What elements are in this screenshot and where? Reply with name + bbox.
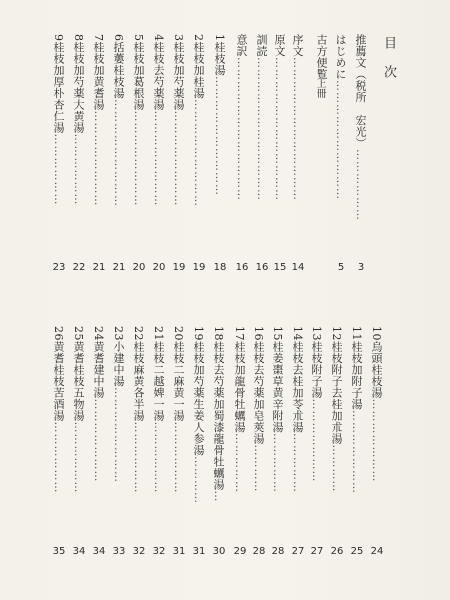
toc-upper-leader-dots: ……………… bbox=[354, 149, 367, 221]
toc-lower-entry bbox=[53, 326, 64, 534]
toc-lower-leader-dots: ……………… bbox=[132, 421, 145, 494]
toc-lower-entry bbox=[133, 326, 144, 534]
toc-lower-entry-label: 21桂枝二越婢一湯 bbox=[152, 326, 165, 422]
toc-lower-leader-dots: ………………… bbox=[92, 398, 105, 483]
toc-lower-entry-label: 22桂枝麻黄各半湯 bbox=[132, 326, 145, 422]
toc-lower-entry bbox=[93, 326, 104, 534]
toc-upper-leader-dots: …………………… bbox=[92, 110, 105, 207]
toc-lower-page-number: 33 bbox=[112, 546, 126, 557]
toc-lower-leader-dots: ………… bbox=[330, 444, 343, 493]
toc-upper-entry-label: 推薦文（税所 宏光） bbox=[354, 34, 367, 149]
toc-lower-leader-dots: ………… bbox=[192, 456, 205, 504]
toc-upper-page-number: 16 bbox=[255, 262, 269, 273]
toc-upper-entry bbox=[236, 34, 247, 252]
toc-lower-leader-dots: …………… bbox=[233, 433, 246, 493]
toc-lower-leader-dots: ………… bbox=[252, 444, 265, 493]
toc-lower-leader-dots: ……………… bbox=[152, 421, 165, 494]
toc-lower-page-number: 29 bbox=[233, 546, 247, 557]
toc-lower-page-number: 27 bbox=[291, 546, 305, 557]
toc-lower-page-number: 32 bbox=[132, 546, 146, 557]
toc-title: 目 次 bbox=[381, 36, 396, 85]
toc-lower-page-number: 32 bbox=[152, 546, 166, 557]
toc-upper-entry bbox=[153, 34, 164, 252]
toc-lower-leader-dots: …………… bbox=[291, 433, 304, 493]
volume-label: 上冊 bbox=[314, 78, 325, 98]
toc-lower-page-number: 25 bbox=[350, 546, 364, 557]
toc-lower-page-number: 26 bbox=[330, 546, 344, 557]
toc-upper-entry bbox=[316, 34, 327, 252]
toc-lower-entry bbox=[153, 326, 164, 534]
toc-lower-entry-label: 25黄耆桂枝五物湯 bbox=[72, 326, 85, 422]
toc-upper-page-number: 3 bbox=[357, 262, 365, 273]
toc-upper-leader-dots: …………………… bbox=[152, 110, 165, 207]
toc-upper-entry-label: 序文 bbox=[291, 34, 304, 57]
toc-lower-entry bbox=[371, 326, 382, 534]
toc-lower-page-number: 30 bbox=[212, 546, 226, 557]
toc-lower-leader-dots: ……………… bbox=[72, 421, 85, 494]
toc-lower-entry-label: 23小建中湯 bbox=[112, 326, 125, 387]
toc-lower-leader-dots: ………………… bbox=[350, 410, 363, 494]
toc-upper-page-number: 21 bbox=[112, 262, 126, 273]
toc-lower-entry bbox=[311, 326, 322, 534]
toc-lower-leader-dots: ………………… bbox=[370, 398, 383, 483]
toc-lower-entry bbox=[213, 326, 224, 534]
toc-lower-leader-dots: …………………… bbox=[112, 387, 125, 483]
toc-upper-leader-dots: ……………………………… bbox=[273, 57, 286, 201]
toc-upper-page-number: 22 bbox=[72, 262, 86, 273]
toc-lower-entry-label: 10烏頭桂枝湯 bbox=[370, 326, 383, 399]
toc-upper-entry bbox=[173, 34, 184, 252]
toc-upper-page-number: 16 bbox=[235, 262, 249, 273]
toc-upper-leader-dots: …………………… bbox=[172, 110, 185, 207]
toc-upper-leader-dots: ………………………… bbox=[334, 80, 347, 200]
toc-lower-leader-dots: … bbox=[212, 490, 225, 503]
toc-upper-leader-dots: ………………………… bbox=[213, 76, 226, 196]
toc-upper-page-number: 20 bbox=[152, 262, 166, 273]
toc-upper-entry bbox=[133, 34, 144, 252]
toc-upper-leader-dots: …………………… bbox=[132, 110, 145, 207]
toc-upper-entry bbox=[355, 34, 366, 252]
toc-lower-entry bbox=[73, 326, 84, 534]
toc-upper-entry-label: 7桂枝加黄耆湯 bbox=[92, 34, 105, 111]
toc-lower-page-number: 35 bbox=[52, 546, 66, 557]
toc-upper-entry-label: 古方便覧 bbox=[315, 34, 328, 80]
toc-upper-page-number: 19 bbox=[192, 262, 206, 273]
toc-upper-page-number: 20 bbox=[132, 262, 146, 273]
toc-lower-entry bbox=[173, 326, 184, 534]
toc-upper-page-number: 15 bbox=[273, 262, 287, 273]
toc-lower-entry-label: 17桂枝加龍骨牡蠣湯 bbox=[233, 326, 246, 433]
toc-upper-page-number: 23 bbox=[52, 262, 66, 273]
toc-upper-page-number: 19 bbox=[172, 262, 186, 273]
toc-lower-entry-label: 11桂枝加附子湯 bbox=[350, 326, 363, 410]
toc-lower-entry bbox=[272, 326, 283, 534]
toc-upper-entry-label: 訓読 bbox=[255, 34, 268, 57]
toc-upper-leader-dots: ……………………………… bbox=[235, 57, 248, 201]
toc-lower-entry-label: 13桂枝附子湯 bbox=[310, 326, 323, 399]
toc-upper-leader-dots: ……………………… bbox=[192, 99, 205, 207]
toc-upper-entry-label: 1桂枝湯 bbox=[213, 34, 226, 76]
toc-upper-leader-dots: ……………… bbox=[52, 133, 65, 206]
toc-lower-leader-dots: …………… bbox=[271, 433, 284, 493]
toc-upper-leader-dots: ……………… bbox=[72, 133, 85, 206]
toc-upper-entry-label: 8桂枝加芍薬大黄湯 bbox=[72, 34, 85, 134]
toc-lower-entry-label: 26黄耆桂枝苦酒湯 bbox=[52, 326, 65, 422]
toc-lower-entry-label: 18桂枝去芍薬加蜀漆龍骨牡蠣湯 bbox=[212, 326, 225, 491]
toc-lower-entry bbox=[292, 326, 303, 534]
toc-lower-entry-label: 15桂姜棗草黄辛附湯 bbox=[271, 326, 284, 433]
toc-upper-entry bbox=[214, 34, 225, 252]
toc-lower-page-number: 28 bbox=[271, 546, 285, 557]
toc-upper-entry bbox=[274, 34, 285, 252]
toc-lower-entry bbox=[253, 326, 264, 534]
toc-upper-page-number: 18 bbox=[213, 262, 227, 273]
toc-lower-page-number: 27 bbox=[310, 546, 324, 557]
toc-upper-entry-label: 9桂枝加厚朴杏仁湯 bbox=[52, 34, 65, 134]
toc-upper-page-number: 14 bbox=[291, 262, 305, 273]
toc-lower-leader-dots: ………………… bbox=[310, 398, 323, 483]
toc-upper-entry bbox=[73, 34, 84, 252]
toc-lower-entry bbox=[351, 326, 362, 534]
toc-lower-page-number: 34 bbox=[72, 546, 86, 557]
toc-lower-entry-label: 12桂枝附子去桂加朮湯 bbox=[330, 326, 343, 445]
toc-upper-leader-dots: ……………………………… bbox=[255, 57, 268, 201]
toc-upper-entry bbox=[292, 34, 303, 252]
toc-upper-page-number: 21 bbox=[92, 262, 106, 273]
toc-upper-entry-label: 2桂枝加桂湯 bbox=[192, 34, 205, 99]
toc-upper-entry bbox=[113, 34, 124, 252]
toc-upper-entry-label: 5桂枝加葛根湯 bbox=[132, 34, 145, 111]
toc-upper-entry bbox=[53, 34, 64, 252]
toc-lower-entry bbox=[113, 326, 124, 534]
toc-lower-page-number: 34 bbox=[92, 546, 106, 557]
toc-lower-leader-dots: ……………… bbox=[172, 421, 185, 494]
toc-lower-page-number: 24 bbox=[370, 546, 384, 557]
toc-upper-entry bbox=[256, 34, 267, 252]
toc-lower-entry bbox=[193, 326, 204, 534]
toc-upper-entry-label: 4桂枝去芍薬湯 bbox=[152, 34, 165, 111]
toc-upper-entry-label: 意訳 bbox=[235, 34, 248, 57]
toc-upper-entry-label: 6括蔞桂枝湯 bbox=[112, 34, 125, 99]
toc-lower-entry-label: 20桂枝二麻黄一湯 bbox=[172, 326, 185, 422]
toc-upper-page-number: 5 bbox=[337, 262, 345, 273]
toc-lower-leader-dots: ……………… bbox=[52, 421, 65, 494]
toc-lower-entry-label: 24黄耆建中湯 bbox=[92, 326, 105, 399]
toc-lower-page-number: 28 bbox=[252, 546, 266, 557]
toc-upper-entry bbox=[93, 34, 104, 252]
toc-upper-leader-dots: ……………………… bbox=[112, 99, 125, 207]
toc-upper-entry bbox=[335, 34, 346, 252]
toc-lower-entry bbox=[331, 326, 342, 534]
toc-upper-leader-dots: ……………………………… bbox=[291, 57, 304, 201]
toc-upper-entry-label: 3桂枝加芍薬湯 bbox=[172, 34, 185, 111]
toc-upper-entry bbox=[193, 34, 204, 252]
toc-lower-entry bbox=[234, 326, 245, 534]
toc-lower-entry-label: 16桂枝去芍薬加皂莢湯 bbox=[252, 326, 265, 445]
toc-upper-entry-label: 原文 bbox=[273, 34, 286, 57]
toc-lower-page-number: 31 bbox=[172, 546, 186, 557]
toc-lower-entry-label: 14桂枝去桂加苓朮湯 bbox=[291, 326, 304, 433]
toc-upper-entry-label: はじめに bbox=[334, 34, 347, 80]
toc-lower-entry-label: 19桂枝加芍薬生姜人参湯 bbox=[192, 326, 205, 456]
toc-lower-page-number: 31 bbox=[192, 546, 206, 557]
